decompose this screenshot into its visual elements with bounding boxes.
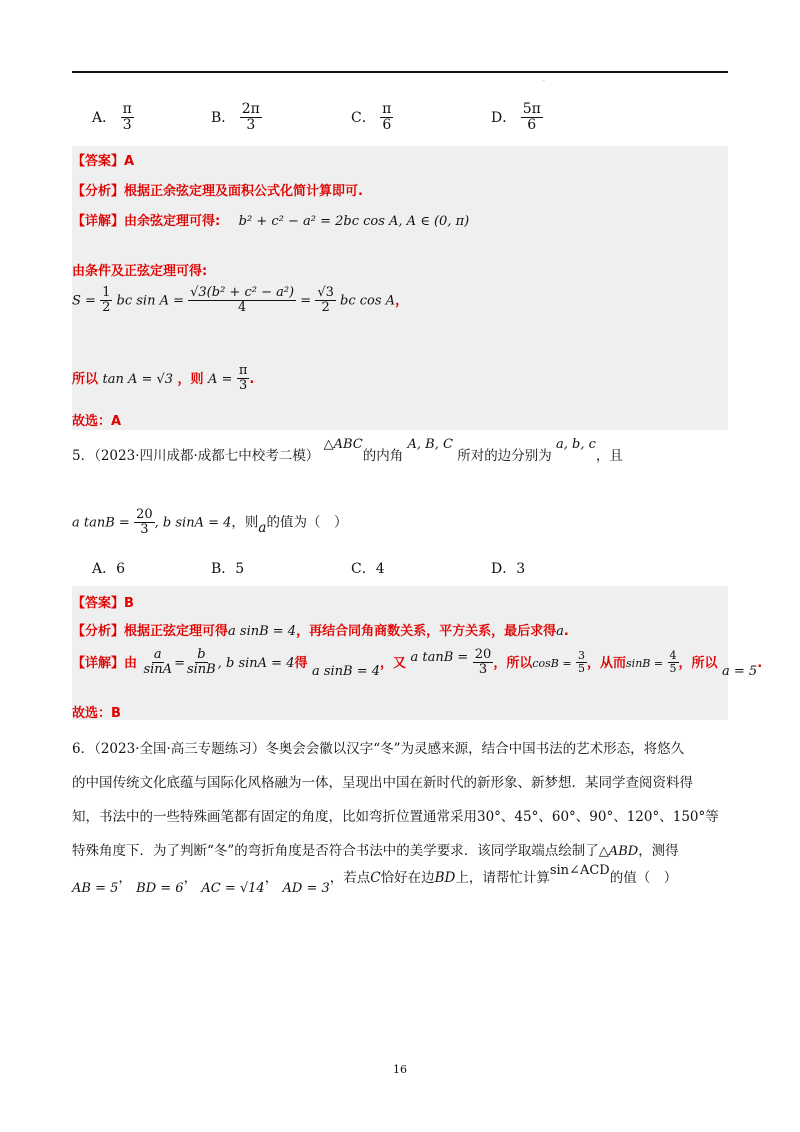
q6-conditions: AB = 5， BD = 6， AC = √14， AD = 3，若点C恰好在边BD上，请帮忙计算sin∠ACD的值（ ） — [72, 863, 678, 896]
detail-line: 【详解】由余弦定理可得: b² + c² − a² = 2bc cos A, A ∈ (0, π) — [72, 214, 470, 229]
option-fraction: $\frac{5\pi}{6}$ — [522, 101, 541, 134]
detail-line: 【详解】由 $\frac{a}{\sin A}$ = $\frac{b}{\sin B}$ , b sinA = 4得 a sinB = 4，又 a tanB = $\frac{20}{3}$ ，所以cosB = $\frac{3}{5}$ ，从而sinB = $\frac{4}{5}$ ，所以 a = 5. — [72, 647, 763, 679]
analysis-line: 【分析】根据正余弦定理及面积公式化简计算即可. — [72, 184, 363, 199]
q5-option-a: A．6 — [92, 561, 126, 577]
q6-line-4: 特殊角度下．为了判断“冬”的弯折角度是否符合书法中的美学要求．该同学取端点绘制了△ABD，测得 — [72, 843, 679, 859]
q5-option-c: C．4 — [351, 561, 385, 577]
tan-line: 所以 tan A = √3 ，则 A = $\frac{\pi}{3}$ . — [72, 363, 255, 394]
q6-line-2: 的中国传统文化底蕴与国际化风格融为一体，呈现出中国在新时代的新形象、新梦想．某同学查阅资料得 — [72, 775, 693, 791]
header-mark: · — [543, 78, 545, 85]
option-label: C． — [351, 109, 376, 126]
sine-rule-line: 由条件及正弦定理可得: — [72, 264, 208, 279]
q5-option-d: D．3 — [491, 561, 526, 577]
option-label: A． — [92, 109, 117, 126]
header-rule — [72, 71, 728, 73]
option-fraction: $\frac{\pi}{6}$ — [382, 101, 392, 134]
page-number: 16 — [393, 1063, 407, 1076]
option-fraction: $\frac{2\pi}{3}$ — [241, 101, 260, 134]
q4-option-a — [92, 102, 134, 134]
q6-line-1: 6．（2023·全国·高三专题练习）冬奥会会徽以汉字“冬”为灵感来源，结合中国书法的艺术形态，将悠久 — [72, 741, 685, 757]
choose-line: 故选：A — [72, 414, 122, 429]
option-label: B． — [211, 109, 236, 126]
q6-line-3: 知，书法中的一些特殊画笔都有固定的角度，比如弯折位置通常采用30°、45°、60°、90°、120°、150°等 — [72, 809, 719, 825]
q4-option-b — [211, 102, 262, 134]
q4-option-d — [491, 102, 543, 134]
area-formula: S = $\frac{1}{2}$ bc sin A = $\frac{\text{√3(b² + c² − a²)}}{4}$ = $\frac{√3}{2}$ bc cos A， — [72, 285, 409, 316]
q5-stem: 5．（2023·四川成都·成都七中校考二模） △ABC的内角 A, B, C 所对的边分别为 a, b, c，且 — [72, 437, 623, 464]
choose-line: 故选：B — [72, 706, 121, 721]
option-label: D． — [491, 109, 517, 126]
q5-option-b: B．5 — [211, 561, 245, 577]
q4-answer-block — [72, 146, 728, 430]
analysis-line: 【分析】根据正弦定理可得a sinB = 4，再结合同角商数关系，平方关系，最后求得a. — [72, 624, 569, 639]
answer-line: 【答案】B — [72, 596, 134, 611]
answer-line: 【答案】A — [72, 154, 135, 169]
q4-option-c — [351, 102, 393, 134]
q5-condition: a tanB = $\frac{20}{3}$ , b sinA = 4，则a的值为（ ） — [72, 507, 348, 538]
cosine-formula: b² + c² − a² = 2bc cos A, A ∈ (0, π) — [238, 214, 470, 229]
option-fraction: $\frac{\pi}{3}$ — [122, 101, 132, 134]
q5-answer-block — [72, 586, 763, 721]
q6-stem — [72, 732, 732, 869]
